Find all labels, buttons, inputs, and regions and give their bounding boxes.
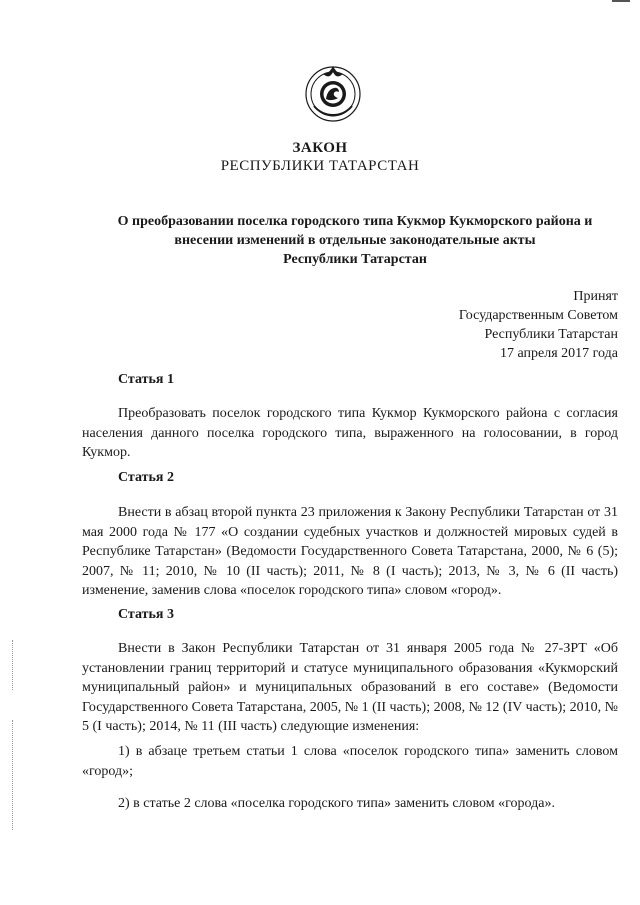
adoption-block [459, 287, 618, 363]
scan-edge-mark [612, 0, 630, 2]
heading-line-2: внесении изменений в отдельные законодательные акты [174, 233, 536, 248]
coat-of-arms-icon [303, 62, 363, 122]
adoption-line-3: Республики Татарстан [484, 327, 618, 342]
law-subtitle: РЕСПУБЛИКИ ТАТАРСТАН [220, 158, 420, 174]
law-title: ЗАКОН [292, 140, 348, 156]
article-3-title: Статья 3 [118, 607, 174, 622]
article-1-paragraph: Преобразовать поселок городского типа Кукмор Кукморского района с согласия населения данного поселка городского типа, выраженного на голосовании, в город Кукмор. [82, 406, 618, 460]
heading-line-1: О преобразовании поселка городского типа Кукмор Кукморского района и [117, 214, 593, 229]
article-3-paragraph-2: 1) в абзаце третьем статьи 1 слова «поселок городского типа» заменить словом «город»; [82, 744, 618, 779]
article-2-title: Статья 2 [118, 470, 174, 485]
article-3-paragraph-1: Внести в Закон Республики Татарстан от 31 января 2005 года № 27-ЗРТ «Об установлении границ территорий и статусе муниципального образования «Кукморский муниципальный район» и муниципальных образований в его составе» (Ведомости Государственного Совета Татарстана, 2005, № 1 (II часть); 2008, № 12 (IV часть); 2010, № 5 (I часть); 2014, № 11 (III часть) следующие изменения: [82, 641, 618, 734]
scan-edge-dots-top [12, 640, 14, 690]
article-3-paragraph-3: 2) в статье 2 слова «поселка городского типа» заменить словом «города». [118, 796, 555, 811]
scan-edge-dots-bottom [12, 720, 14, 830]
heading-line-3: Республики Татарстан [283, 252, 427, 267]
adoption-line-1: Принят [573, 289, 618, 304]
article-2-paragraph: Внести в абзац второй пункта 23 приложения к Закону Республики Татарстан от 31 мая 2000 года № 177 «О создании судебных участков и должностей мировых судей в Республике Татарстан» (Ведомости Государственного Совета Татарстана, 2000, № 6 (5); 2007, № 11; 2010, № 10 (II часть); 2011, № 8 (I часть); 2013, № 3, № 6 (II часть) изменение, заменив слова «поселок городского типа» словом «город». [82, 505, 618, 598]
adoption-line-2: Государственным Советом [458, 308, 618, 323]
law-heading [90, 212, 620, 269]
article-1-title: Статья 1 [118, 372, 174, 387]
adoption-date: 17 апреля 2017 года [500, 346, 618, 361]
